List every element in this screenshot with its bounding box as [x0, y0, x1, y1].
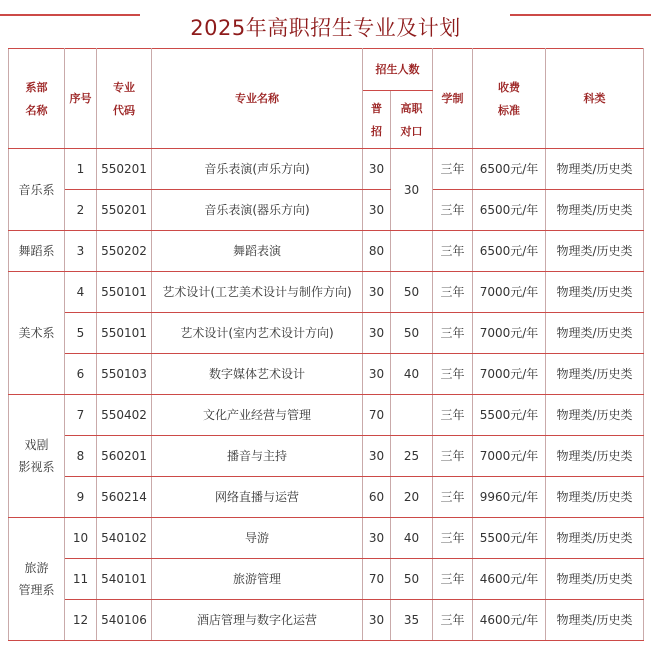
vocational-count-cell: 20 [391, 477, 433, 518]
duration-cell: 三年 [433, 477, 473, 518]
general-count-cell: 30 [363, 518, 391, 559]
category-cell: 物理类/历史类 [546, 436, 644, 477]
vocational-count-cell: 40 [391, 518, 433, 559]
category-cell: 物理类/历史类 [546, 477, 644, 518]
seq-cell: 11 [65, 559, 97, 600]
header-department-line: 名称 [25, 103, 48, 117]
department-cell [9, 149, 65, 231]
table-row [9, 354, 644, 395]
code-cell: 550101 [97, 313, 152, 354]
category-cell: 物理类/历史类 [546, 518, 644, 559]
page-title: 2025年高职招生专业及计划 [190, 16, 461, 40]
fee-cell: 6500元/年 [473, 231, 546, 272]
department-cell [9, 518, 65, 641]
code-cell: 550402 [97, 395, 152, 436]
category-cell: 物理类/历史类 [546, 313, 644, 354]
code-cell: 550103 [97, 354, 152, 395]
header-seq: 序号 [65, 49, 97, 149]
header-vocational-line: 对口 [400, 124, 423, 138]
major-cell: 数字媒体艺术设计 [152, 354, 363, 395]
header-code [97, 49, 152, 149]
code-cell: 550202 [97, 231, 152, 272]
header-general-line: 招 [371, 124, 382, 138]
fee-cell: 7000元/年 [473, 354, 546, 395]
code-cell: 550101 [97, 272, 152, 313]
header-general [363, 91, 391, 149]
major-cell: 文化产业经营与管理 [152, 395, 363, 436]
header-fee-line: 标准 [498, 103, 520, 117]
major-cell: 音乐表演(器乐方向) [152, 190, 363, 231]
vocational-count-cell: 25 [391, 436, 433, 477]
header-vocational-line: 高职 [400, 101, 423, 115]
fee-cell: 6500元/年 [473, 190, 546, 231]
header-fee [473, 49, 546, 149]
seq-cell: 3 [65, 231, 97, 272]
header-general-line: 普 [371, 101, 382, 115]
header-enrollment: 招生人数 [363, 49, 433, 91]
table-row [9, 559, 644, 600]
seq-cell: 9 [65, 477, 97, 518]
header-category: 科类 [546, 49, 644, 149]
header-code-line: 专业 [113, 80, 135, 94]
fee-cell: 4600元/年 [473, 559, 546, 600]
vocational-count-cell: 50 [391, 272, 433, 313]
header-fee-line: 收费 [498, 80, 520, 94]
seq-cell: 7 [65, 395, 97, 436]
major-cell: 网络直播与运营 [152, 477, 363, 518]
seq-cell: 4 [65, 272, 97, 313]
department-name: 旅游 [24, 561, 49, 575]
duration-cell: 三年 [433, 313, 473, 354]
category-cell: 物理类/历史类 [546, 190, 644, 231]
duration-cell: 三年 [433, 518, 473, 559]
seq-cell: 12 [65, 600, 97, 641]
general-count-cell: 30 [363, 600, 391, 641]
fee-cell: 5500元/年 [473, 518, 546, 559]
vocational-count-cell [391, 231, 433, 272]
header-vocational [391, 91, 433, 149]
general-count-cell: 60 [363, 477, 391, 518]
seq-cell: 10 [65, 518, 97, 559]
code-cell: 540101 [97, 559, 152, 600]
seq-cell: 2 [65, 190, 97, 231]
major-cell: 艺术设计(工艺美术设计与制作方向) [152, 272, 363, 313]
department-cell [9, 395, 65, 518]
duration-cell: 三年 [433, 149, 473, 190]
fee-cell: 7000元/年 [473, 436, 546, 477]
general-count-cell: 70 [363, 395, 391, 436]
table-row [9, 395, 644, 436]
table-row [9, 518, 644, 559]
department-name: 音乐系 [18, 182, 55, 197]
code-cell: 540102 [97, 518, 152, 559]
enrollment-plan-table [8, 48, 644, 641]
department-cell [9, 272, 65, 395]
code-cell: 560214 [97, 477, 152, 518]
table-row [9, 436, 644, 477]
vocational-count-cell: 40 [391, 354, 433, 395]
major-cell: 酒店管理与数字化运营 [152, 600, 363, 641]
category-cell: 物理类/历史类 [546, 354, 644, 395]
duration-cell: 三年 [433, 354, 473, 395]
general-count-cell: 30 [363, 272, 391, 313]
vocational-count-cell: 30 [391, 149, 433, 231]
duration-cell: 三年 [433, 436, 473, 477]
major-cell: 播音与主持 [152, 436, 363, 477]
department-cell [9, 231, 65, 272]
header-row [9, 49, 644, 91]
department-name: 管理系 [18, 583, 55, 597]
general-count-cell: 30 [363, 190, 391, 231]
code-cell: 550201 [97, 149, 152, 190]
fee-cell: 5500元/年 [473, 395, 546, 436]
seq-cell: 8 [65, 436, 97, 477]
general-count-cell: 70 [363, 559, 391, 600]
table-row [9, 231, 644, 272]
table-row [9, 149, 644, 190]
department-name: 舞蹈系 [18, 244, 55, 258]
seq-cell: 5 [65, 313, 97, 354]
code-cell: 540106 [97, 600, 152, 641]
duration-cell: 三年 [433, 559, 473, 600]
header-department [9, 49, 65, 149]
major-cell: 艺术设计(室内艺术设计方向) [152, 313, 363, 354]
table-row [9, 272, 644, 313]
category-cell: 物理类/历史类 [546, 395, 644, 436]
duration-cell: 三年 [433, 231, 473, 272]
table-row [9, 190, 644, 231]
general-count-cell: 80 [363, 231, 391, 272]
vocational-count-cell: 50 [391, 313, 433, 354]
header-department-line: 系部 [25, 80, 48, 94]
fee-cell: 6500元/年 [473, 149, 546, 190]
category-cell: 物理类/历史类 [546, 149, 644, 190]
header-code-line: 代码 [113, 103, 135, 117]
table-row [9, 600, 644, 641]
duration-cell: 三年 [433, 395, 473, 436]
table-row [9, 477, 644, 518]
vocational-count-cell: 35 [391, 600, 433, 641]
major-cell: 旅游管理 [152, 559, 363, 600]
major-cell: 导游 [152, 518, 363, 559]
general-count-cell: 30 [363, 436, 391, 477]
header-major: 专业名称 [152, 49, 363, 149]
major-cell: 音乐表演(声乐方向) [152, 149, 363, 190]
category-cell: 物理类/历史类 [546, 600, 644, 641]
major-cell: 舞蹈表演 [152, 231, 363, 272]
seq-cell: 1 [65, 149, 97, 190]
vocational-count-cell [391, 395, 433, 436]
header-duration: 学制 [433, 49, 473, 149]
fee-cell: 4600元/年 [473, 600, 546, 641]
general-count-cell: 30 [363, 149, 391, 190]
fee-cell: 9960元/年 [473, 477, 546, 518]
code-cell: 560201 [97, 436, 152, 477]
department-name: 美术系 [18, 326, 55, 340]
vocational-count-cell: 50 [391, 559, 433, 600]
category-cell: 物理类/历史类 [546, 272, 644, 313]
category-cell: 物理类/历史类 [546, 231, 644, 272]
department-name: 影视系 [18, 460, 55, 474]
seq-cell: 6 [65, 354, 97, 395]
general-count-cell: 30 [363, 313, 391, 354]
general-count-cell: 30 [363, 354, 391, 395]
duration-cell: 三年 [433, 272, 473, 313]
fee-cell: 7000元/年 [473, 272, 546, 313]
fee-cell: 7000元/年 [473, 313, 546, 354]
table-row [9, 313, 644, 354]
duration-cell: 三年 [433, 600, 473, 641]
department-name: 戏剧 [24, 438, 49, 452]
code-cell: 550201 [97, 190, 152, 231]
category-cell: 物理类/历史类 [546, 559, 644, 600]
duration-cell: 三年 [433, 190, 473, 231]
